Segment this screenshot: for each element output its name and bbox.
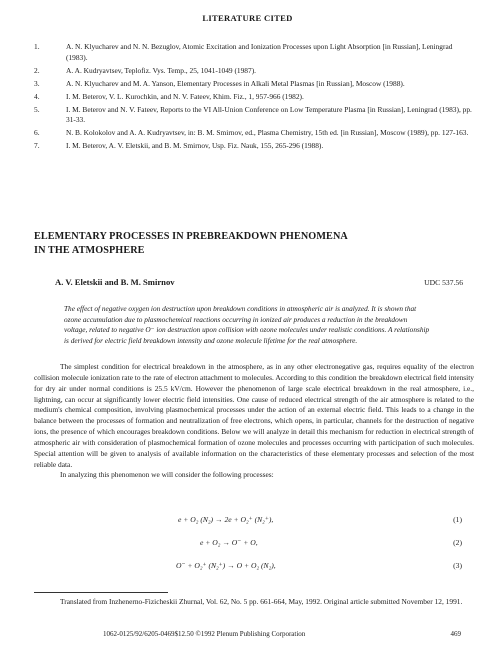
equation-expression: e + O₂ (N₂) → 2e + O₂⁺ (N₂⁺),	[178, 515, 274, 524]
body-paragraph: The simplest condition for electrical breakdown in the atmosphere, as in any other electronegative gas, requires equality of the electron collision molecule ionization rate to the rate of electron attachment to molecules. According to this condition the breakdown electrical field intensity for dry air under normal conditions is 25.5 kV/cm. However the phenomenon of large scale electrical breakdown in the real atmosphere, i.e., lightning, can occur at significantly lower electric field intensities. One cause of reduced electrical strength of the air atmosphere is related to the medium's chemical composition, involving plasmochemical processes under the action of an external electric field. This leads to a change in the balance between the processes of formation and neutralization of free electrons, which opens, in particular, channels for the destruction of negative ions, the presence of which encourages breakdown conditions. Below we will analyze in detail this mechanism for reduction in electrical strength of atmospheric air with consideration of plasmochemical formation of ozone molecules and processes occurring with participation of such molecules. Special attention will be given to analysis of available information on the characteristics of these elementary processes and selection of the most reliable data.	[34, 362, 474, 469]
reference-number: 3.	[34, 78, 40, 88]
reference-number: 6.	[34, 128, 40, 138]
reference-item	[34, 92, 474, 103]
reference-item	[34, 128, 474, 139]
reference-text: I. M. Beterov, A. V. Eletskii, and B. M. Smirnov, Usp. Fiz. Nauk, 155, 265-296 (1988).	[66, 141, 324, 151]
reference-list	[34, 42, 474, 154]
reference-number: 1.	[34, 42, 40, 51]
article-body	[34, 362, 474, 481]
reference-number: 4.	[34, 91, 40, 101]
reference-item	[34, 66, 474, 77]
reference-item	[34, 105, 474, 126]
literature-cited-heading: LITERATURE CITED	[202, 13, 293, 23]
equation-expression: e + O₂ → O⁻ + O,	[200, 538, 258, 547]
reference-text: A. A. Kudryavtsev, Teplofiz. Vys. Temp., 25, 1041-1049 (1987).	[66, 65, 257, 75]
reference-item	[34, 79, 474, 90]
article-title-line: ELEMENTARY PROCESSES IN PREBREAKDOWN PHENOMENA	[34, 231, 348, 242]
reference-item	[34, 42, 474, 63]
equation-number: (2)	[453, 538, 462, 547]
translation-footnote: Translated from Inzhenerno-Fizicheskii Zhurnal, Vol. 62, No. 5 pp. 661-664, May, 1992. Original article submitted November 12, 1991.	[60, 597, 463, 606]
reference-text: N. B. Kolokolov and A. A. Kudryavtsev, in: B. M. Smirnov, ed., Plasma Chemistry, 15th ed. [in Russian], Moscow (1989), pp. 127-163.	[66, 128, 469, 138]
udc-code: UDC 537.56	[424, 278, 463, 287]
equation-number: (3)	[453, 561, 462, 570]
reference-item	[34, 141, 474, 152]
body-paragraph: In analyzing this phenomenon we will consider the following processes:	[60, 470, 274, 480]
article-authors: A. V. Eletskii and B. M. Smirnov	[55, 277, 175, 287]
page-number: 469	[450, 630, 461, 638]
footnote-divider	[34, 592, 168, 593]
article-title	[34, 230, 464, 258]
article-title-line: IN THE ATMOSPHERE	[34, 245, 145, 256]
reference-number: 5.	[34, 104, 40, 114]
equation-number: (1)	[453, 515, 462, 524]
reference-text: A. N. Klyucharev and M. A. Yanson, Elementary Processes in Alkali Metal Plasmas [in Russian], Moscow (1988).	[66, 78, 405, 88]
reference-text: I. M. Beterov and N. V. Fateev, Reports to the VI All-Union Conference on Low Temperature Plasma [in Russian], Leningrad (1983), pp. 31-33.	[66, 104, 472, 125]
copyright-line: 1062-0125/92/6205-0469$12.50 ©1992 Plenum Publishing Corporation	[103, 630, 306, 638]
reference-number: 2.	[34, 65, 40, 75]
reference-text: I. M. Beterov, V. L. Kurochkin, and N. V. Fateev, Khim. Fiz., 1, 957-966 (1982).	[66, 91, 304, 101]
article-abstract: The effect of negative oxygen ion destruction upon breakdown conditions in atmospheric air is analyzed. It is shown that ozone accumulation due to plasmochemical reactions occurring in ionized air produces a reduction in the breakdown voltage, related to negative O⁻ ion destruction upon collision with ozone molecules under realistic conditions. A relationship is derived for electric field breakdown intensity and ozone molecule lifetime for the real atmosphere.	[64, 304, 430, 345]
equation-expression: O⁻ + O₂⁺ (N₂⁺) → O + O₂ (N₂),	[176, 561, 276, 570]
reference-number: 7.	[34, 141, 40, 151]
reference-text: A. N. Klyucharev and N. N. Bezuglov, Atomic Excitation and Ionization Processes upon Light Absorption [in Russian], Leningrad (1983).	[66, 42, 453, 62]
